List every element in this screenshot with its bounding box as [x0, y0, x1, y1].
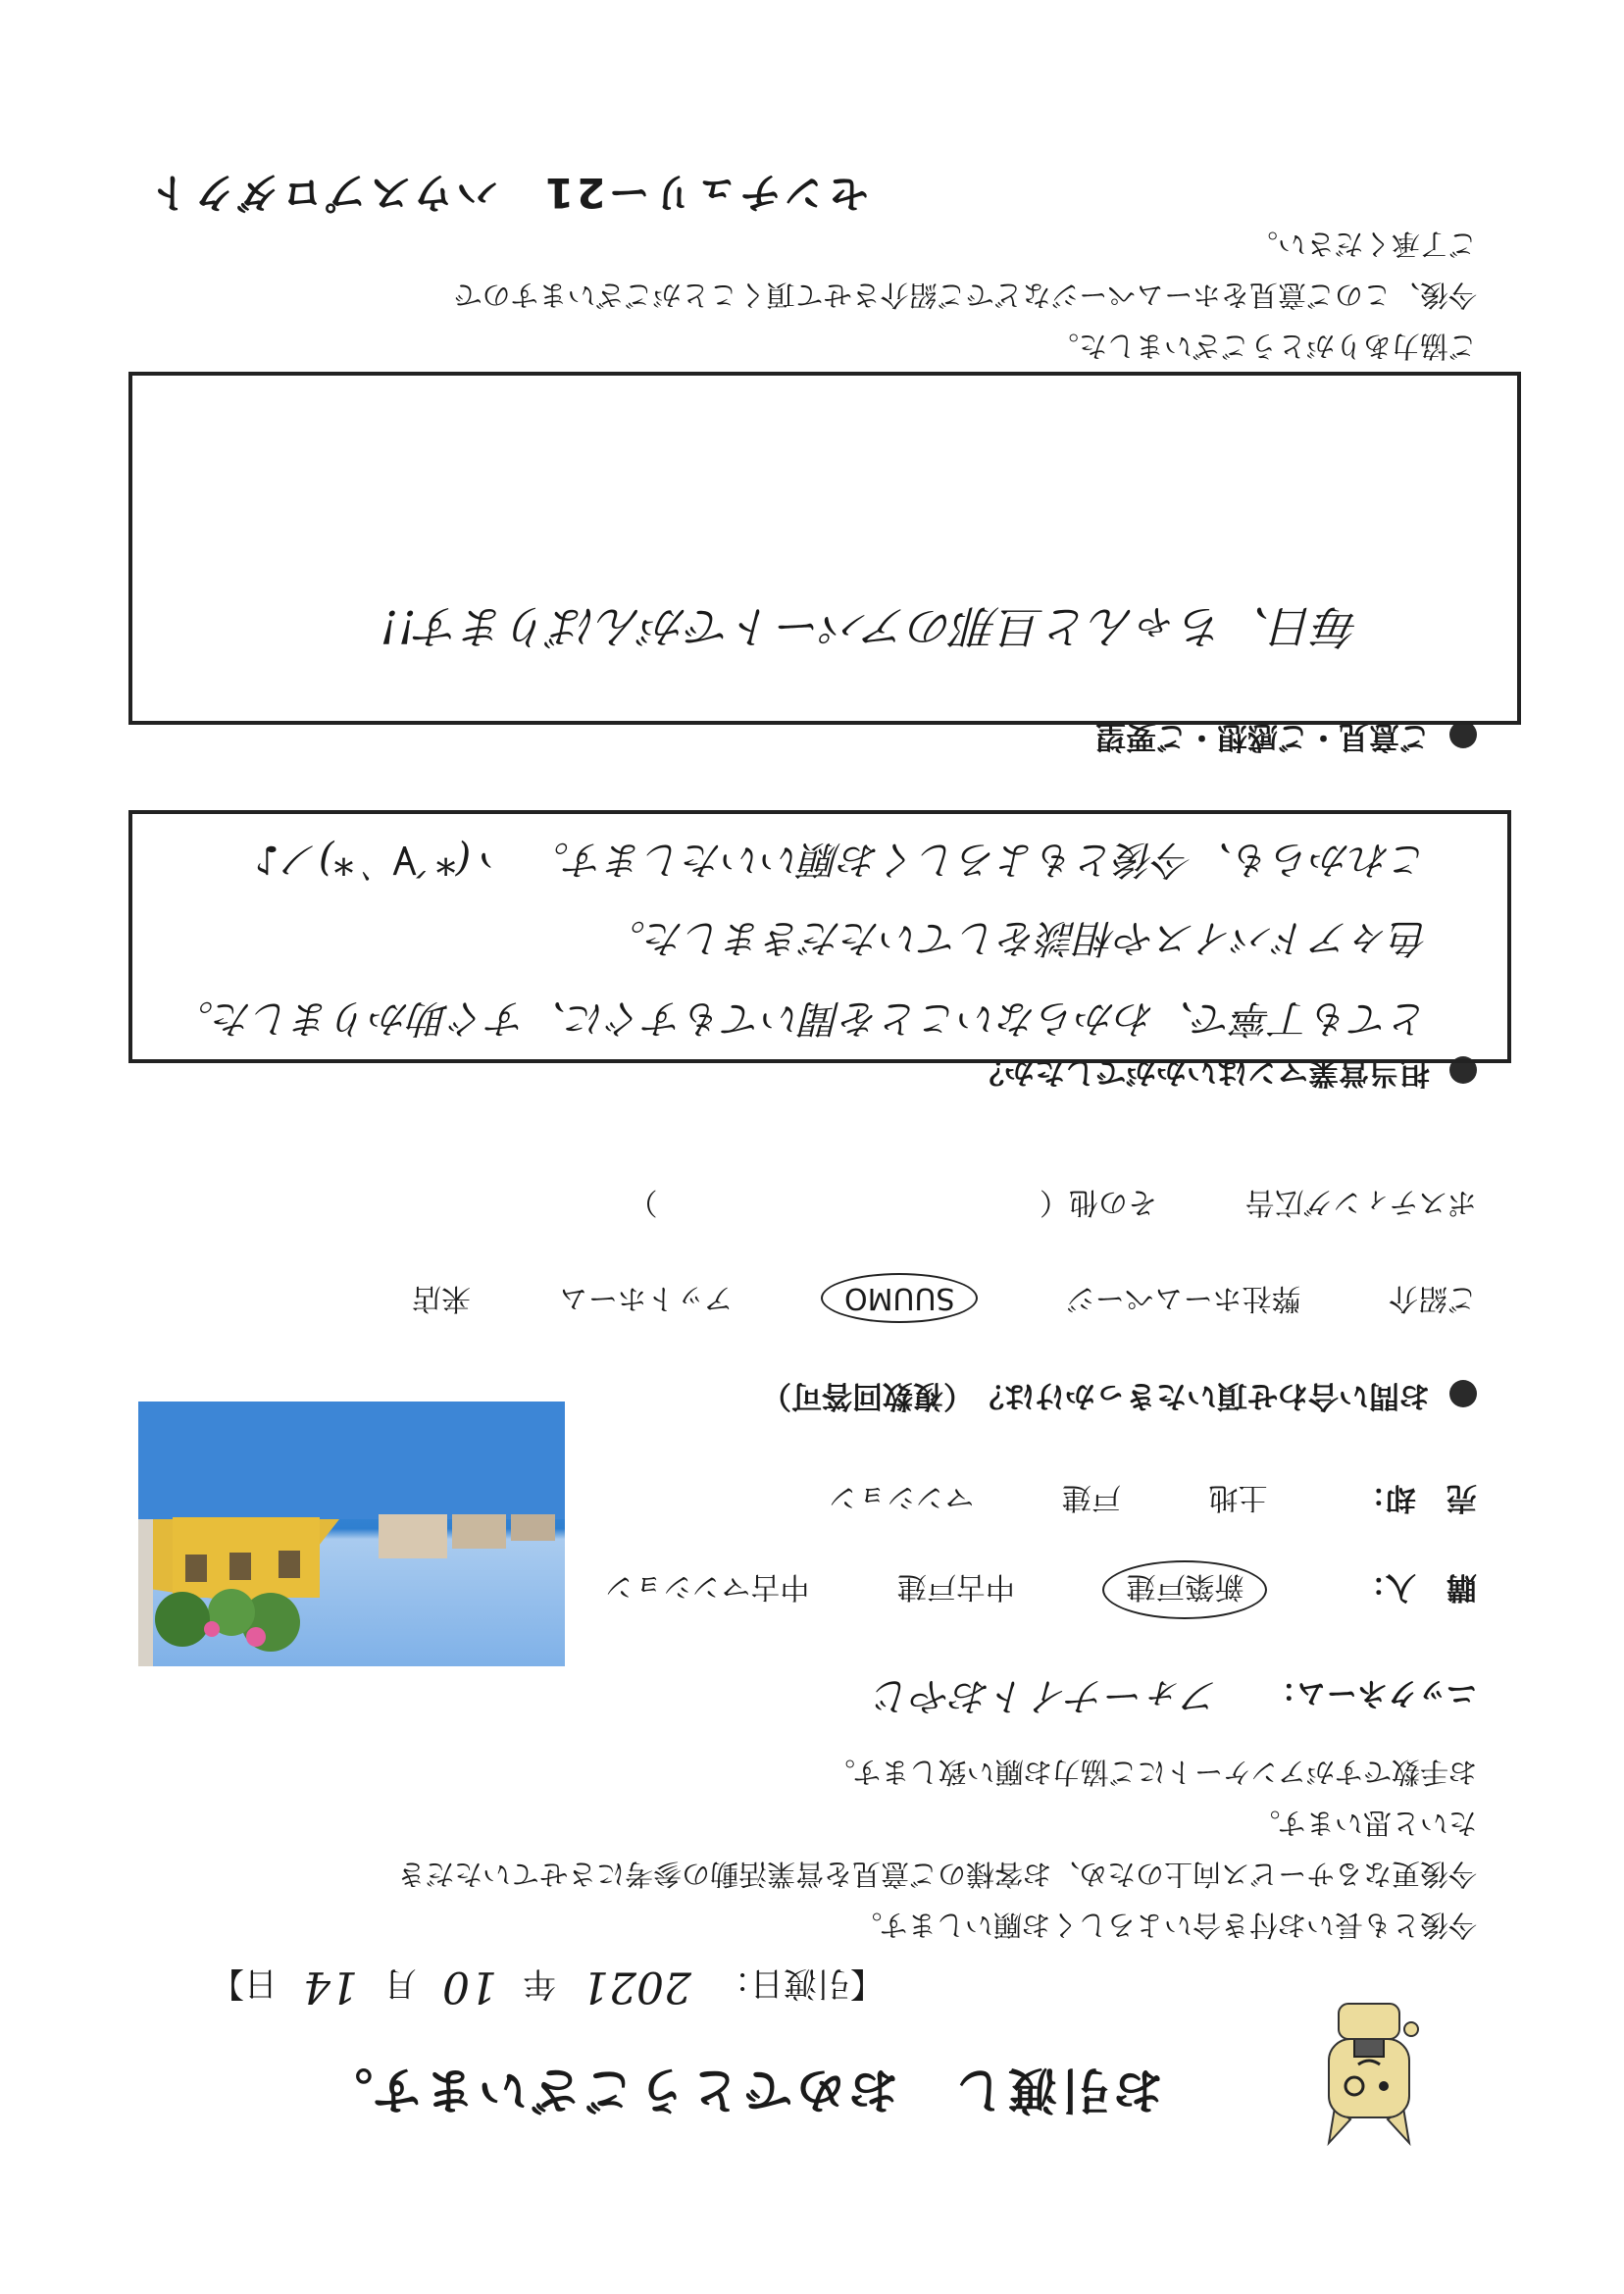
sale-option: 戸建: [1061, 1480, 1121, 1514]
staff-answer-line-3: これからも、今後ともよろしくお願いいたします。 ヽ(*´∀｀*)ノ♪: [254, 837, 1429, 882]
delivery-date-label: 【引渡日：: [717, 1963, 884, 2003]
inquiry-option-selected: SUUMO: [821, 1273, 978, 1323]
delivery-day: 14: [303, 1962, 359, 2012]
closing-text: [454, 219, 1477, 372]
page-title: お引渡し おめでとうございます。: [320, 2062, 1163, 2118]
nickname-value: フォーナイトおやじ: [873, 1673, 1222, 1718]
year-unit: 年: [523, 1963, 557, 2003]
staff-question: 担当営業マンはいかがでしたか？: [974, 1053, 1477, 1097]
sale-label: 売 却：: [1355, 1480, 1477, 1515]
staff-answer-line-2: 色々アドバイスや相談をしていただきました。: [606, 915, 1429, 960]
intro-line-1: 今後とも長いお付き合いよろしくお願いします。: [853, 1909, 1477, 1942]
inquiry-option: 弊社ホームページ: [1066, 1281, 1301, 1315]
staff-answer-line-1: とても丁寧で、わからないことを聞いてもすぐに、すぐ助かりました。: [174, 995, 1429, 1041]
opinion-answer: 毎日、ちゃんと旦那のアパートでがんばります!!: [380, 600, 1360, 653]
inquiry-question: お問い合わせ頂いたきっかけは？（複数回答可）: [761, 1377, 1477, 1421]
inquiry-option: 来店: [412, 1281, 472, 1315]
month-unit: 月: [383, 1963, 418, 2003]
day-unit: 日】: [211, 1963, 279, 2003]
inquiry-option-other: その他（: [1040, 1185, 1158, 1219]
purchase-option: 中古戸建: [896, 1569, 1015, 1604]
purchase-option-selected: 新築戸建: [1102, 1560, 1267, 1619]
staff-answer-box: [128, 810, 1511, 1063]
mascot-icon: [1315, 2000, 1423, 2147]
opinion-answer-box: [128, 372, 1521, 725]
purchase-label: 購 入：: [1355, 1569, 1477, 1605]
closing-line-1: ご協力ありがとうございました。: [1049, 330, 1477, 363]
sale-option: マンション: [828, 1480, 975, 1514]
purchase-option: 中古マンション: [604, 1569, 810, 1604]
delivery-month: 10: [442, 1962, 498, 2012]
inquiry-option: ポスティング広告: [1244, 1185, 1477, 1219]
intro-line-3: たいと思います。: [1251, 1807, 1477, 1840]
inquiry-option-other-close: ）: [628, 1185, 658, 1219]
intro-text: [397, 1747, 1477, 1951]
delivery-year: 2021: [582, 1962, 691, 2012]
delivery-date: [211, 1962, 884, 2012]
nickname-label: ニックネーム：: [1265, 1675, 1477, 1710]
bullet-icon: [1449, 1381, 1477, 1408]
intro-line-2: 今後更なるサービス向上のため、お客様のご意見を営業活動の参考にさせていただき: [397, 1858, 1477, 1891]
sale-option: 土地: [1208, 1480, 1268, 1514]
opinion-question: ご意見・ご感想・ご要望: [1095, 718, 1477, 762]
inquiry-options-row-2: [550, 1184, 1478, 1227]
inquiry-option: ご紹介: [1389, 1281, 1477, 1315]
closing-line-2: 今後、このご意見をホームページなどでご紹介させて頂くことがございますので: [453, 279, 1477, 312]
house-photo: [138, 1402, 565, 1666]
inquiry-options-row-1: [333, 1273, 1477, 1323]
house-illustration: [138, 1402, 565, 1666]
company-name: センチュリー21 ハウスプロダクト: [146, 169, 869, 217]
nickname-row: [873, 1671, 1477, 1727]
closing-line-3: ご了承ください。: [1248, 228, 1477, 261]
intro-line-4: お手数ですがアンケートにご協力お願い致します。: [827, 1756, 1477, 1789]
bullet-icon: [1449, 722, 1477, 749]
sale-row: [750, 1479, 1477, 1523]
inquiry-option: アットホーム: [558, 1281, 734, 1315]
